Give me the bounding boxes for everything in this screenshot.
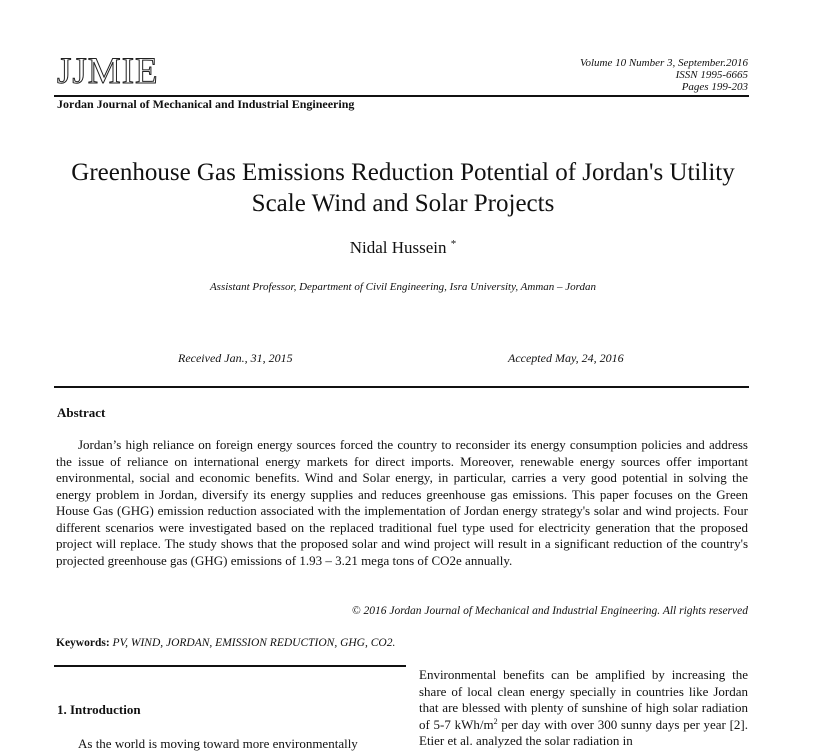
- abstract-text: Jordan’s high reliance on foreign energy sources forced the country to reconsider its energy consumption policies and address the issue of reliance on international energy markets for direct imports. Moreover, renewable energy sources offer important environmental, social and economic benefits. Wind and Solar energy, in particular, carries a very good potential in solving the energy problem in Jordan, diversify its energy supplies and reduces greenhouse gas emissions. This paper focuses on the Green House Gas (GHG) emission reduction associated with the implementation of Jordan energy strategy's solar and wind projects. Four different scenarios were investigated based on the replaced traditional fuel type used for electricity generation that the proposed project will replace. The study shows that the proposed solar and wind project will result in a significant reduction of the country's projected greenhouse gas (GHG) emissions of 1.93 – 3.21 mega tons of CO2e annually.: [56, 437, 748, 568]
- title-line-1: Greenhouse Gas Emissions Reduction Potential of Jordan's Utility: [71, 159, 735, 186]
- right-col-part2: per day with over 300 sunny days per year [2]. Etier et al. analyzed the solar radiation in: [419, 716, 748, 748]
- header-rule: [54, 95, 749, 97]
- title-line-2: Scale Wind and Solar Projects: [251, 190, 555, 217]
- keywords-values: PV, WIND, JORDAN, EMISSION REDUCTION, GHG, CO2.: [109, 637, 396, 649]
- abstract-heading: Abstract: [57, 405, 106, 420]
- author-name: Nidal Hussein: [349, 238, 447, 257]
- journal-logo: JJMIE: [57, 51, 159, 92]
- intro-first-line: As the world is moving toward more environmentally: [78, 736, 358, 751]
- copyright: © 2016 Jordan Journal of Mechanical and Industrial Engineering. All rights reserved: [351, 605, 748, 617]
- journal-name: Jordan Journal of Mechanical and Industrial Engineering: [57, 97, 355, 111]
- pages: Pages 199-203: [681, 81, 748, 93]
- author-mark: *: [450, 238, 457, 250]
- right-column-text: [419, 667, 748, 750]
- issue-info: [580, 57, 748, 93]
- right-col-part1: Environmental benefits can be amplified by increasing the share of local clean energy specially in countries like Jordan that are blessed with plenty of sunshine of high solar radiation of 5-7 kWh/m: [419, 667, 748, 732]
- volume-info: Volume 10 Number 3, September.2016: [579, 57, 748, 69]
- superscript-2: 2: [493, 716, 498, 726]
- received-date: Received Jan., 31, 2015: [178, 351, 293, 365]
- abstract-rule: [54, 386, 749, 388]
- keywords-label: Keywords:: [56, 637, 110, 649]
- article-title: [40, 157, 766, 219]
- author: [40, 238, 766, 258]
- issn: ISSN 1995-6665: [675, 69, 748, 81]
- section-heading-introduction: 1. Introduction: [57, 702, 141, 717]
- accepted-date: Accepted May, 24, 2016: [508, 351, 624, 365]
- body-rule: [54, 665, 406, 667]
- keywords: [56, 637, 395, 649]
- affiliation: Assistant Professor, Department of Civil Engineering, Isra University, Amman – Jordan: [209, 281, 597, 293]
